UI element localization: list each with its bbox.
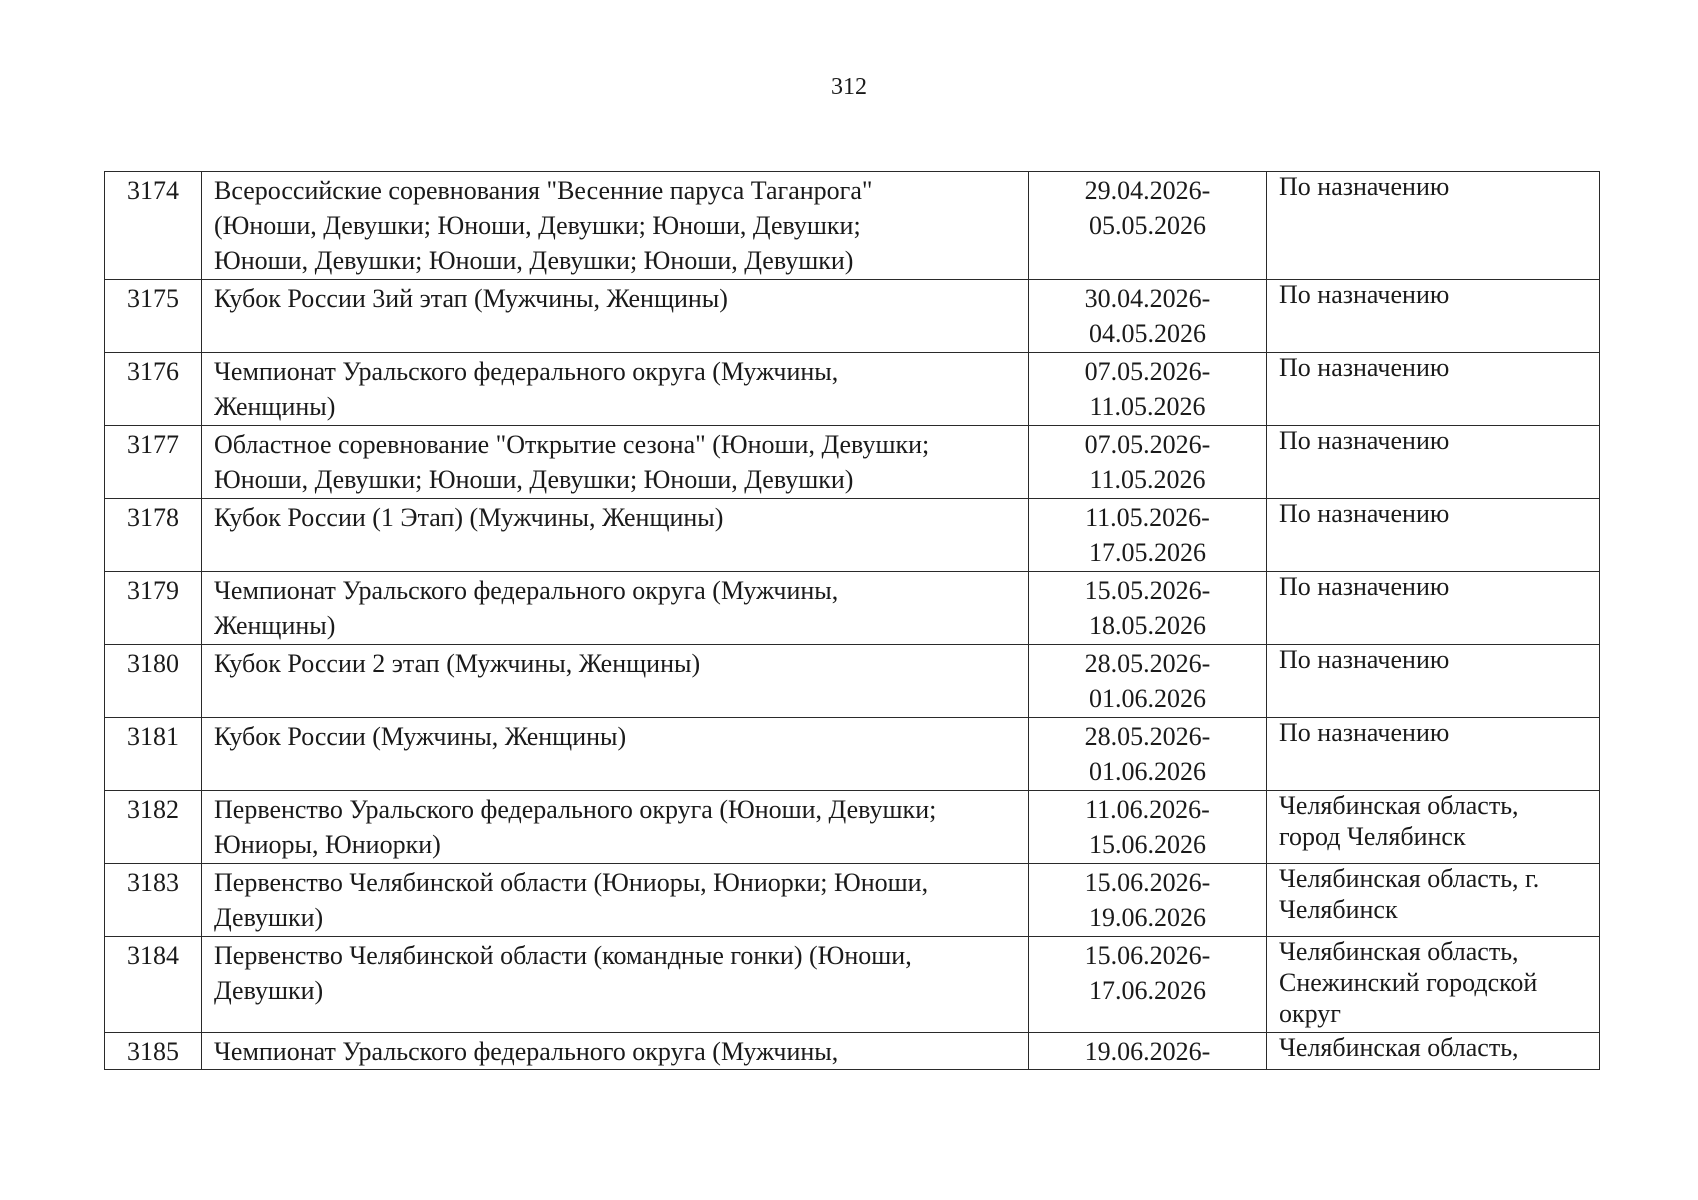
event-place-line: Снежинский городской: [1279, 968, 1538, 997]
event-name-line: Чемпионат Уральского федерального округа (Мужчины,: [214, 576, 839, 605]
event-name-line: Девушки): [214, 903, 324, 932]
table-row: [105, 864, 1600, 937]
event-place-cell: [1267, 1033, 1600, 1070]
event-name-cell: [202, 172, 1029, 280]
event-place-cell: [1267, 864, 1600, 937]
place-text: [1279, 569, 1587, 604]
event-place-line: По назначению: [1279, 718, 1450, 747]
event-dates-cell: [1029, 426, 1267, 499]
event-name-cell: [202, 280, 1029, 353]
event-name-line: Областное соревнование "Открытие сезона" (Юноши, Девушки;: [214, 430, 930, 459]
event-date-line: 29.04.2026-: [1084, 176, 1211, 205]
place-text: [1279, 423, 1587, 458]
event-number-cell: 3176: [105, 353, 202, 426]
event-number-cell: 3179: [105, 572, 202, 645]
event-date-line: 15.06.2026-: [1084, 868, 1211, 897]
event-number-cell: 3177: [105, 426, 202, 499]
event-name-cell: [202, 718, 1029, 791]
event-date-line: 17.05.2026: [1089, 538, 1206, 567]
event-date-line: 05.05.2026: [1089, 211, 1206, 240]
event-name-line: Юноши, Девушки; Юноши, Девушки; Юноши, Девушки): [214, 465, 854, 494]
event-dates-cell: [1029, 718, 1267, 791]
event-dates-cell: [1029, 864, 1267, 937]
event-number-cell: 3184: [105, 937, 202, 1033]
event-name-line: Девушки): [214, 976, 324, 1005]
event-place-line: Челябинская область,: [1279, 1033, 1519, 1062]
event-date-line: 19.06.2026: [1089, 903, 1206, 932]
event-place-cell: [1267, 937, 1600, 1033]
event-date-line: 28.05.2026-: [1084, 649, 1211, 678]
event-place-cell: [1267, 353, 1600, 426]
event-name-cell: [202, 937, 1029, 1033]
event-number-cell: 3182: [105, 791, 202, 864]
event-date-line: 04.05.2026: [1089, 319, 1206, 348]
event-name-line: Юниоры, Юниорки): [214, 830, 441, 859]
event-place-cell: [1267, 791, 1600, 864]
event-place-line: Челябинская область, г.: [1279, 864, 1540, 893]
event-number-cell: 3180: [105, 645, 202, 718]
event-date-line: 15.06.2026-: [1084, 941, 1211, 970]
table-row: [105, 1033, 1600, 1070]
event-name-cell: [202, 645, 1029, 718]
event-name-cell: [202, 499, 1029, 572]
event-date-line: 01.06.2026: [1089, 757, 1206, 786]
table-row: [105, 499, 1600, 572]
event-name-cell: [202, 791, 1029, 864]
event-date-line: 15.06.2026: [1089, 830, 1206, 859]
event-place-cell: [1267, 172, 1600, 280]
place-text: [1279, 715, 1587, 750]
event-number-cell: 3185: [105, 1033, 202, 1070]
place-text: [1279, 350, 1587, 385]
event-date-line: 07.05.2026-: [1084, 430, 1211, 459]
event-number-cell: 3183: [105, 864, 202, 937]
event-place-line: округ: [1279, 999, 1341, 1028]
table-row: [105, 645, 1600, 718]
event-date-line: 30.04.2026-: [1084, 284, 1211, 313]
event-name-line: Юноши, Девушки; Юноши, Девушки; Юноши, Девушки): [214, 246, 854, 275]
event-name-line: Женщины): [214, 611, 336, 640]
event-date-line: 11.05.2026: [1089, 465, 1206, 494]
event-name-line: Кубок России 3ий этап (Мужчины, Женщины): [214, 284, 728, 313]
event-place-line: Челябинская область,: [1279, 937, 1519, 966]
event-place-cell: [1267, 280, 1600, 353]
event-place-cell: [1267, 572, 1600, 645]
event-dates-cell: [1029, 937, 1267, 1033]
event-name-line: (Юноши, Девушки; Юноши, Девушки; Юноши, Девушки;: [214, 211, 861, 240]
event-name-cell: [202, 864, 1029, 937]
event-place-cell: [1267, 645, 1600, 718]
place-text: [1279, 642, 1587, 677]
event-place-line: По назначению: [1279, 353, 1450, 382]
event-place-line: По назначению: [1279, 499, 1450, 528]
event-date-line: 17.06.2026: [1089, 976, 1206, 1005]
event-place-line: По назначению: [1279, 280, 1450, 309]
event-name-line: Первенство Челябинской области (командные гонки) (Юноши,: [214, 941, 912, 970]
event-place-cell: [1267, 718, 1600, 791]
event-date-line: 19.06.2026-: [1084, 1037, 1211, 1066]
table-row: [105, 280, 1600, 353]
table-row: [105, 353, 1600, 426]
event-dates-cell: [1029, 1033, 1267, 1070]
event-name-cell: [202, 1033, 1029, 1070]
event-dates-cell: [1029, 499, 1267, 572]
event-date-line: 15.05.2026-: [1084, 576, 1211, 605]
event-place-line: По назначению: [1279, 426, 1450, 455]
event-name-line: Первенство Челябинской области (Юниоры, Юниорки; Юноши,: [214, 868, 929, 897]
event-dates-cell: [1029, 353, 1267, 426]
event-number-cell: 3178: [105, 499, 202, 572]
event-name-line: Женщины): [214, 392, 336, 421]
event-date-line: 11.06.2026-: [1085, 795, 1210, 824]
event-dates-cell: [1029, 645, 1267, 718]
table-row: [105, 172, 1600, 280]
event-name-cell: [202, 426, 1029, 499]
table-row: [105, 718, 1600, 791]
event-date-line: 11.05.2026-: [1085, 503, 1210, 532]
event-name-line: Всероссийские соревнования "Весенние паруса Таганрога": [214, 176, 873, 205]
event-place-line: Челябинск: [1279, 895, 1398, 924]
event-place-line: По назначению: [1279, 572, 1450, 601]
place-text: [1279, 169, 1587, 204]
event-name-line: Кубок России 2 этап (Мужчины, Женщины): [214, 649, 701, 678]
event-place-line: Челябинская область,: [1279, 791, 1519, 820]
event-name-line: Чемпионат Уральского федерального округа (Мужчины,: [214, 357, 839, 386]
place-text: [1279, 277, 1587, 312]
table-row: [105, 426, 1600, 499]
event-place-line: По назначению: [1279, 172, 1450, 201]
event-name-line: Кубок России (1 Этап) (Мужчины, Женщины): [214, 503, 724, 532]
event-name-cell: [202, 353, 1029, 426]
event-place-line: город Челябинск: [1279, 822, 1466, 851]
event-number-cell: 3181: [105, 718, 202, 791]
event-place-line: По назначению: [1279, 645, 1450, 674]
place-text: [1279, 934, 1587, 1031]
event-date-line: 07.05.2026-: [1084, 357, 1211, 386]
event-place-cell: [1267, 426, 1600, 499]
event-dates-cell: [1029, 791, 1267, 864]
events-table: [104, 171, 1600, 1070]
place-text: [1279, 788, 1587, 854]
event-date-line: 01.06.2026: [1089, 684, 1206, 713]
event-name-cell: [202, 572, 1029, 645]
event-name-line: Первенство Уральского федерального округа (Юноши, Девушки;: [214, 795, 937, 824]
event-place-cell: [1267, 499, 1600, 572]
event-dates-cell: [1029, 280, 1267, 353]
table-row: [105, 791, 1600, 864]
event-dates-cell: [1029, 572, 1267, 645]
events-table-body: [105, 172, 1600, 1070]
event-number-cell: 3175: [105, 280, 202, 353]
place-text: [1279, 496, 1587, 531]
page-number: 312: [831, 74, 867, 100]
event-date-line: 28.05.2026-: [1084, 722, 1211, 751]
event-number-cell: 3174: [105, 172, 202, 280]
event-name-line: Чемпионат Уральского федерального округа (Мужчины,: [214, 1037, 839, 1066]
event-dates-cell: [1029, 172, 1267, 280]
event-date-line: 18.05.2026: [1089, 611, 1206, 640]
table-row: [105, 937, 1600, 1033]
event-date-line: 11.05.2026: [1089, 392, 1206, 421]
event-name-line: Кубок России (Мужчины, Женщины): [214, 722, 627, 751]
place-text: [1279, 861, 1587, 927]
table-row: [105, 572, 1600, 645]
place-text: [1279, 1033, 1587, 1066]
